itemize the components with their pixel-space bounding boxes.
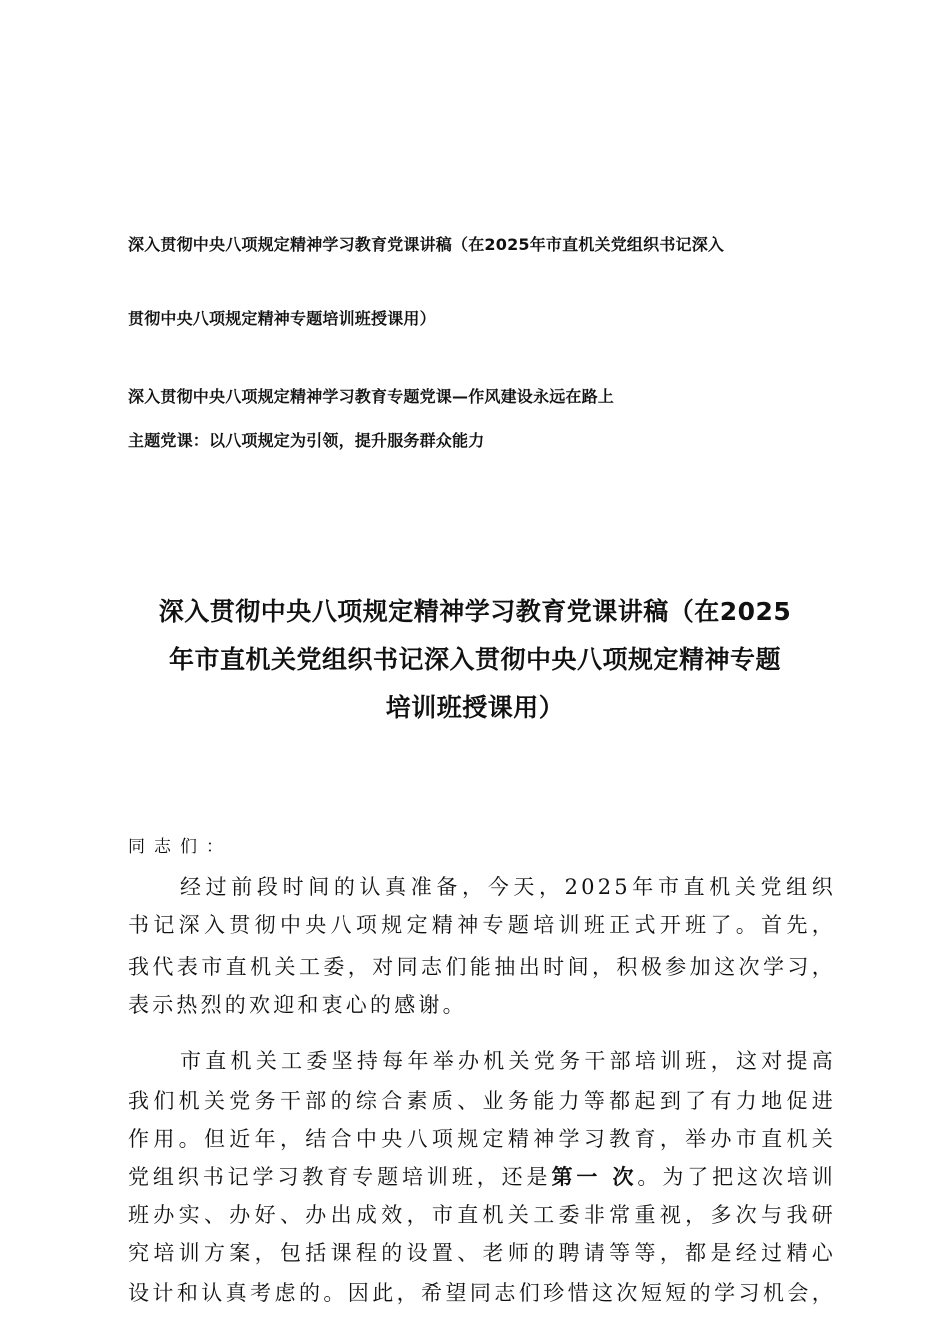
paragraph-2-line-2: 我们机关党务干部的综合素质、业务能力等都起到了有力地促进	[128, 1089, 836, 1113]
toc-line-4: 主题党课：以八项规定为引领，提升服务群众能力	[128, 431, 485, 450]
paragraph-2-line-4-start: 党组织书记学习教育专题培训班，还是	[128, 1165, 552, 1189]
paragraph-1-line-3: 我代表市直机关工委，对同志们能抽出时间，积极参加这次学习，	[128, 955, 836, 979]
paragraph-1-line-2: 书记深入贯彻中央八项规定精神专题培训班正式开班了。首先，	[128, 913, 836, 937]
title-line-3: 培训班授课用）	[385, 693, 565, 722]
toc-line-3: 深入贯彻中央八项规定精神学习教育专题党课—作风建设永远在路上	[128, 387, 615, 406]
paragraph-1-line-4: 表示热烈的欢迎和衷心的感谢。	[128, 993, 467, 1017]
paragraph-2-line-6: 究培训方案，包括课程的设置、老师的聘请等等，都是经过精心	[128, 1241, 836, 1265]
title-line-2: 年市直机关党组织书记深入贯彻中央八项规定精神专题	[168, 645, 781, 674]
paragraph-2-line-1: 市直机关工委坚持每年举办机关党务干部培训班，这对提高	[180, 1049, 836, 1073]
paragraph-2-line-7: 设计和认真考虑的。因此，希望同志们珍惜这次短短的学习机会，	[128, 1281, 836, 1305]
emphasis-first-time: 第一 次	[551, 1165, 638, 1189]
toc-line-2: 贯彻中央八项规定精神专题培训班授课用）	[128, 309, 436, 328]
paragraph-2-line-4	[128, 1162, 836, 1192]
paragraph-2-line-4-end: 。为了把这次培训	[637, 1165, 836, 1189]
toc-line-1: 深入贯彻中央八项规定精神学习教育党课讲稿（在2025年市直机关党组织书记深入	[128, 235, 725, 254]
paragraph-1-line-1: 经过前段时间的认真准备，今天，2025年市直机关党组织	[180, 875, 836, 899]
document-title	[110, 588, 840, 732]
paragraph-2-line-3: 作用。但近年，结合中央八项规定精神学习教育，举办市直机关	[128, 1127, 836, 1151]
paragraph-2-line-5: 班办实、办好、办出成效，市直机关工委非常重视，多次与我研	[128, 1203, 836, 1227]
title-line-1: 深入贯彻中央八项规定精神学习教育党课讲稿（在2025	[158, 597, 792, 626]
salutation: 同志们：	[128, 837, 232, 857]
